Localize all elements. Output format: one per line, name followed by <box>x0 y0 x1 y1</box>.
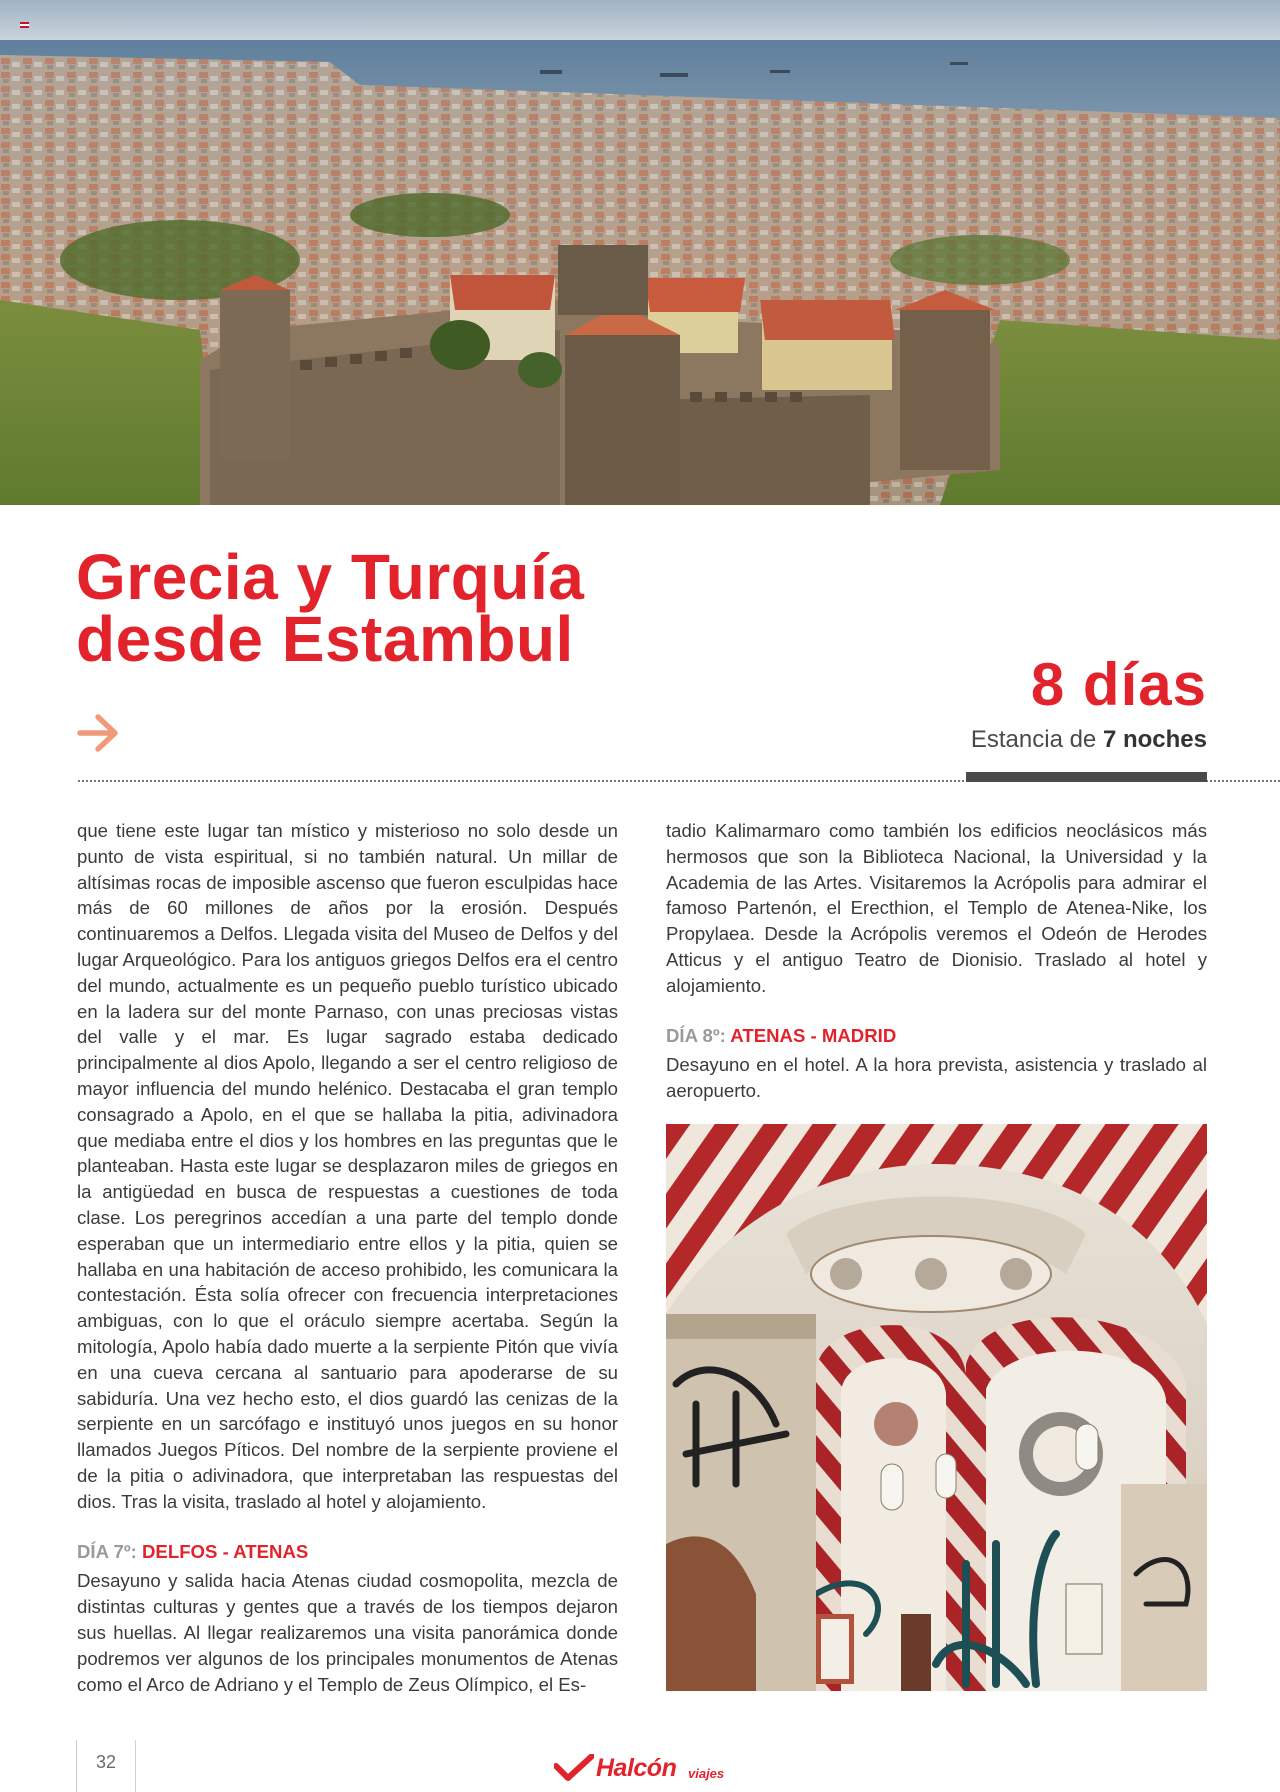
arrow-right-icon <box>76 710 122 756</box>
divider-accent-bar <box>966 772 1207 782</box>
title-line-1: Grecia y Turquía <box>76 541 585 613</box>
page-number: 32 <box>95 1752 117 1772</box>
stay-nights-value: 7 noches <box>1102 726 1207 753</box>
day-8-heading <box>666 1023 1207 1049</box>
day-8-route: ATENAS - MADRID <box>730 1024 897 1046</box>
brand-logo <box>554 1752 734 1788</box>
day-7-route: DELFOS - ATENAS <box>142 1540 309 1562</box>
delfos-description: que tiene este lugar tan místico y misterioso no solo desde un punto de vista espiritual, si no también natural. Un millar de altísimas rocas de imposible ascenso que fueron esculpidas hace más de 60 millones de años por la erosión. Después continuaremos a Delfos. Llegada visita del Museo de Delfos y del lugar Arqueológico. Para los antiguos griegos Delfos era el centro del mundo, actualmente es un pequeño pueblo turístico ubicado en la ladera sur del monte Parnaso, con unas preciosas vistas del valle y el mar. Es lugar sagrado estaba dedicado principalmente al dios Apolo, llegando a ser el centro religioso de mayor influencia del mundo helénico. Destacaba el gran templo consagrado a Apolo, en el que se hallaba la pitia, adivinadora que mediaba entre el dios y los hombres en las preguntas que le planteaban. Hasta este lugar se desplazaron miles de griegos en la antigüedad en busca de respuestas a cuestiones de toda clase. Los peregrinos accedían a una parte del templo donde esperaban que un intermediario entre ellos y la pitia, quien se hallaba en una habitación de acceso prohibido, les comunicara la contestación. Ésta solía ofrecer con frecuencia interpretaciones ambiguas, con lo que el oráculo siempre acertaba. Según la mitología, Apolo había dado muerte a la serpiente Pitón que vivía en una cueva cercana al santuario para apoderarse de su sabiduría. Una vez hecho esto, el dios guardó las cenizas de la serpiente en un sarcófago e instituyó unos juegos en su honor llamados Juegos Píticos. Del nombre de la serpiente proviene el de la pitia o adivinadora, que interpretaban las respuestas del dios. Tras la visita, traslado al hotel y alojamiento. <box>77 820 618 1512</box>
left-text-column <box>77 818 618 1697</box>
hero-photo-castle <box>0 0 1280 505</box>
checkmark-logo-icon <box>554 1754 594 1782</box>
day-7-heading <box>77 1539 618 1565</box>
flag-icon <box>20 22 29 28</box>
mosque-photo-illustration <box>666 1124 1207 1691</box>
hero-photo-illustration <box>0 0 1280 505</box>
trip-duration-days: 8 días <box>1030 651 1207 718</box>
day-7-number: DÍA 7º: <box>77 1540 142 1562</box>
mosque-interior-photo <box>666 1124 1207 1691</box>
brand-name: Halcón <box>596 1754 677 1782</box>
athens-description: tadio Kalimarmaro como también los edificios neoclásicos más hermosos que son la Biblioteca Nacional, la Universidad y la Academia de las Artes. Visitaremos la Acrópolis para admirar el famoso Partenón, el Erecthion, el Templo de Atenea-Nike, los Propylaea. Desde la Acrópolis veremos el Odeón de Herodes Atticus y el antiguo Teatro de Dionisio. Traslado al hotel y alojamiento. <box>666 820 1207 996</box>
page-title <box>76 541 796 675</box>
trip-stay-nights <box>971 726 1207 754</box>
brand-subtitle: viajes <box>688 1766 725 1781</box>
stay-prefix: Estancia de <box>970 726 1103 753</box>
day-7-text: Desayuno y salida hacia Atenas ciudad cosmopolita, mezcla de distintas culturas y gentes que a través de los tiempos dejaron sus huellas. Al llegar realizaremos una visita panorámica donde podremos ver algunos de los principales monumentos de Atenas como el Arco de Adriano y el Templo de Zeus Olímpico, el Es- <box>77 1570 618 1695</box>
day-8-text: Desayuno en el hotel. A la hora prevista, asistencia y traslado al aeropuerto. <box>666 1054 1207 1102</box>
right-text-column <box>666 818 1207 1104</box>
day-8-number: DÍA 8º: <box>666 1024 731 1046</box>
title-line-2: desde Estambul <box>76 603 574 675</box>
